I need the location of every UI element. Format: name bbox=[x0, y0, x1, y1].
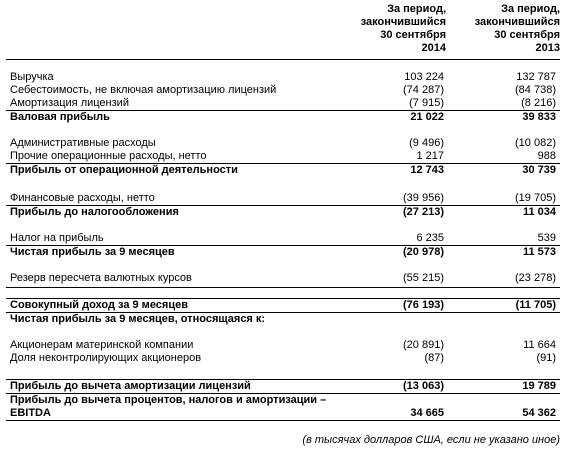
value-2014: (74 287) bbox=[403, 84, 444, 96]
value-2013: (23 278) bbox=[515, 272, 556, 284]
value-2014: (7 915) bbox=[409, 97, 444, 109]
value-2014: (76 193) bbox=[403, 299, 444, 311]
row-profit-before-license-amortization bbox=[6, 379, 560, 393]
row-comprehensive-income bbox=[6, 298, 560, 312]
row-label: Резерв пересчета валютных курсов bbox=[10, 272, 192, 284]
column-header-line: За период, bbox=[501, 3, 560, 15]
row-revenue bbox=[6, 71, 560, 84]
value-2014: 103 224 bbox=[404, 71, 444, 83]
column-header-line: 30 сентября bbox=[494, 29, 560, 41]
row-net-profit bbox=[6, 245, 560, 259]
row-label: Амортизация лицензий bbox=[10, 97, 129, 109]
row-label: Прибыль до налогообложения bbox=[10, 206, 179, 218]
row-label: Валовая прибыль bbox=[10, 111, 110, 123]
row-net-profit-attributable bbox=[6, 312, 560, 326]
column-header-2013 bbox=[475, 3, 560, 55]
units-footnote: (в тысячах долларов США, если не указано иное) bbox=[302, 434, 560, 446]
row-label: Чистая прибыль за 9 месяцев, относящаяся к: bbox=[10, 313, 266, 325]
value-2013: 539 bbox=[537, 232, 556, 244]
value-2013: 30 739 bbox=[522, 164, 556, 176]
value-2013: (84 738) bbox=[515, 84, 556, 96]
column-header-2014 bbox=[361, 3, 446, 55]
row-gross-profit bbox=[6, 110, 560, 124]
value-2014: 12 743 bbox=[410, 164, 444, 176]
value-2014: 34 665 bbox=[410, 407, 444, 419]
value-2014: (9 496) bbox=[409, 137, 444, 149]
column-header-line: закончившийся bbox=[360, 16, 446, 28]
row-label: Доля неконтролирующих акционеров bbox=[10, 352, 202, 364]
table-header bbox=[0, 3, 566, 59]
column-header-line: 2013 bbox=[535, 42, 560, 54]
value-2013: (8 216) bbox=[521, 97, 556, 109]
header-divider bbox=[6, 59, 560, 60]
row-finance-expenses bbox=[6, 192, 560, 205]
value-2014: (39 956) bbox=[403, 192, 444, 204]
row-label: Прибыль от операционной деятельности bbox=[10, 164, 238, 176]
row-fx-reserve bbox=[6, 272, 560, 285]
value-2013: 988 bbox=[537, 150, 556, 162]
row-label: Административные расходы bbox=[10, 137, 156, 149]
row-profit-before-tax bbox=[6, 205, 560, 219]
column-header-line: За период, bbox=[387, 3, 446, 15]
column-header-line: 2014 bbox=[421, 42, 446, 54]
value-2014: (87) bbox=[424, 352, 444, 364]
row-license-amortization bbox=[6, 97, 560, 110]
row-label: Налог на прибыль bbox=[10, 232, 104, 244]
value-2014: (27 213) bbox=[403, 206, 444, 218]
row-non-controlling bbox=[6, 352, 560, 365]
value-2013: 11 573 bbox=[522, 246, 556, 258]
value-2013: 11 664 bbox=[523, 339, 556, 351]
value-2014: 21 022 bbox=[410, 111, 444, 123]
row-label: Прибыль до вычета процентов, налогов и амортизации – bbox=[10, 394, 327, 406]
value-2014: 6 235 bbox=[416, 232, 444, 244]
value-2014: (55 215) bbox=[403, 272, 444, 284]
value-2013: 54 362 bbox=[522, 407, 556, 419]
column-header-line: 30 сентября bbox=[380, 29, 446, 41]
value-2013: (19 705) bbox=[515, 192, 556, 204]
row-label: Финансовые расходы, нетто bbox=[10, 192, 155, 204]
value-2014: (13 063) bbox=[403, 380, 444, 392]
row-divider bbox=[6, 287, 560, 288]
value-2013: 11 034 bbox=[522, 206, 556, 218]
row-other-operating bbox=[6, 150, 560, 163]
row-label: Акционерам материнской компании bbox=[10, 339, 194, 351]
row-ebitda bbox=[6, 393, 560, 421]
row-income-tax bbox=[6, 232, 560, 245]
value-2013: (10 082) bbox=[515, 137, 556, 149]
row-label: Выручка bbox=[10, 71, 54, 83]
value-2014: (20 891) bbox=[403, 339, 444, 351]
value-2013: (11 705) bbox=[515, 299, 556, 311]
value-2013: 19 789 bbox=[522, 380, 556, 392]
row-label: Себестоимость, не включая амортизацию лицензий bbox=[10, 84, 277, 96]
row-label: Совокупный доход за 9 месяцев bbox=[10, 299, 188, 311]
row-label: Прибыль до вычета амортизации лицензий bbox=[10, 380, 251, 392]
value-2013: 39 833 bbox=[522, 111, 556, 123]
value-2013: 132 787 bbox=[516, 71, 556, 83]
row-admin-expenses bbox=[6, 137, 560, 150]
row-label: Прочие операционные расходы, нетто bbox=[10, 150, 207, 162]
row-operating-profit bbox=[6, 163, 560, 177]
row-label: Чистая прибыль за 9 месяцев bbox=[10, 246, 175, 258]
value-2014: 1 217 bbox=[416, 150, 444, 162]
row-parent-shareholders bbox=[6, 339, 560, 352]
value-2014: (20 978) bbox=[403, 246, 444, 258]
row-label-ebitda: EBITDA bbox=[10, 407, 51, 419]
value-2013: (91) bbox=[536, 352, 556, 364]
row-cost-of-sales bbox=[6, 84, 560, 97]
column-header-line: закончившийся bbox=[474, 16, 560, 28]
